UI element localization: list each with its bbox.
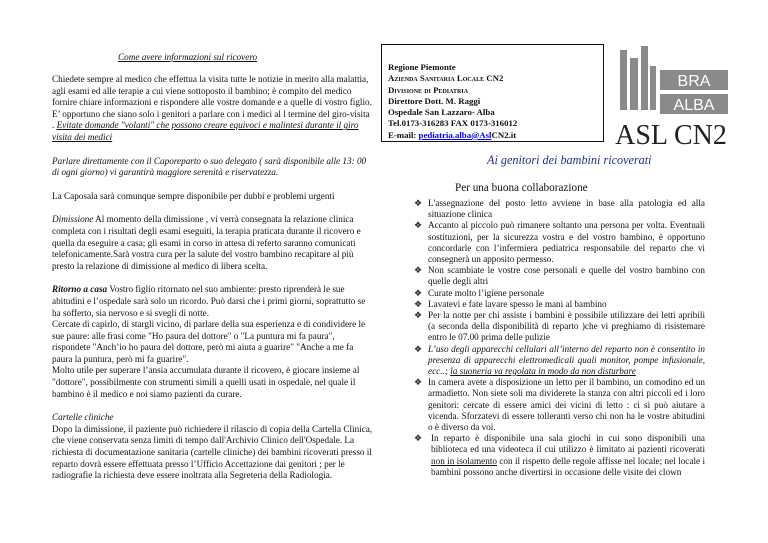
ritorno-paragraph: Ritorno a casa Vostro figlio ritornato nel suo ambiente: presto riprenderà le sue abitudini e l’ospedale sarà solo un ricordo. Può darsi che i primi giorni, soprattutto se ha sofferto, sia nervoso e si svegli di notte. <box>52 284 366 318</box>
header-region: Regione Piemonte <box>388 62 456 72</box>
info-paragraph: Chiedete sempre al medico che effettua la visita tutte le notizie in merito alla malattia, agli esami ed alle terapie a cui viene sottoposto il bambino; è compito del medico fornire chiare informazioni e rispondere alle vostre domande e a quelle di vostro figlio. E’ opportuno che siano solo i genitori a parlare con i medici al l termine del giro-visita . Evitate domande "volanti" che possono creare equivoci e malintesi durante il giro visita dei medici <box>52 74 372 142</box>
ritorno-paragraph-2: Cercate di capirlo, di stargli vicino, di parlare della sua esperienza e di condividere le sue paure: alle frasi come "Ho paura del dottore" o "La puntura mi fa paura", rispondete "Anch’io ho paura del dottore, però mi aiuta a guarire" "Anche a me fa paura la puntura, però mi fa guarire". <box>52 319 366 364</box>
letterhead-box <box>381 44 604 142</box>
caporeparto-paragraph: Parlare direttamente con il Caporeparto o suo delegato ( sarà disponibile alle 13: 00 di ogni giorno) vi garantirà maggiore serenità e riservatezza. <box>52 155 367 178</box>
diamond-bullet-icon: ❖ <box>414 377 423 388</box>
header-hospital: Ospedale San Lazzaro- Alba <box>388 107 495 118</box>
email-link[interactable]: pediatria.alba@Asl <box>418 129 492 140</box>
list-item: ❖ In reparto è disponibile una sala giochi in cui sono disponibili una biblioteca ed una videoteca il cui utilizzo è limitato ai pazienti ricoverati non in isolamento con il rispetto delle regole affisse nel locale; nel locale i bambini possono anche divertirsi in occasione delle visite dei clown <box>414 433 705 477</box>
logo-asl: ASL CN2 <box>615 120 727 151</box>
page-title: Ai genitori dei bambini ricoverati <box>487 153 652 167</box>
list-item: ❖ Curate molto l’igiene personale <box>414 287 545 298</box>
list-item: ❖ Accanto al piccolo può rimanere soltanto una persona per volta. Eventuali sostituzioni, per la sicurezza vostra e del vostro bambino, è opportuno concordarle con l’infermiera pediatrica responsabile del reparto che vi consegnerà un apposito permesso. <box>414 220 705 265</box>
header-division: Divisione di Pediatria <box>388 84 469 95</box>
list-item: ❖ L’uso degli apparecchi cellulari all’interno del reparto non è consentito in presenza di apparecchi elettromedicali quali monitor, pompe infusionale, ecc..; la suoneria va regolata in modo da non disturbare <box>414 343 705 377</box>
diamond-bullet-icon: ❖ <box>414 298 423 309</box>
warning-text: Evitate domande "volanti" che possono creare equivoci e malintesi durante il giro visita dei medici <box>52 120 359 142</box>
caposala-paragraph: La Caposala sarà comunque sempre disponibile per dubbi e problemi urgenti <box>52 190 335 201</box>
list-item: ❖ Per la notte per chi assiste i bambini è possibile utilizzare dei letti apribili (a seconda della disponibilità di reparto )che vi preghiamo di risistemare entro le 07.00 prima delle pulizie <box>414 310 705 343</box>
left-column <box>52 74 374 482</box>
diamond-bullet-icon: ❖ <box>414 198 423 208</box>
dimissione-heading: Dimissione <box>52 214 94 225</box>
asl-cn2-logo <box>612 44 730 154</box>
page-subtitle: Per una buona collaborazione <box>455 182 588 194</box>
diamond-bullet-icon: ❖ <box>414 265 423 276</box>
ritorno-heading: Ritorno a casa <box>52 284 108 295</box>
dimissione-paragraph: Dimissione Al momento della dimissione , vi verrà consegnata la relazione clinica completa con i risultati degli esami eseguiti, la terapia praticata durante il ricovero e quella da eseguire a casa; gli esami in corso in attesa di referto saranno comunicati telefonicamente.Sarà vostra cura per la salute del vostro bambino recapitare al più presto la relazione di dimissione al medico di libera scelta. <box>52 214 361 271</box>
diamond-bullet-icon: ❖ <box>414 287 423 298</box>
logo-bra: BRA <box>677 73 711 90</box>
list-item: ❖ Non scambiate le vostre cose personali e quelle del vostro bambino con quelle degli altri <box>414 265 705 287</box>
header-asl: Azienda Sanitaria Locale CN2 <box>388 73 504 84</box>
cartelle-paragraph: Dopo la dimissione, il paziente può richiedere il rilascio di copia della Cartella Clinica, che viene conservata senza limiti di tempo dall'Archivio Clinico dell'Ospedale. La richiesta di documentazione sanitaria (cartelle cliniche) dei bambini ricoverati presso il reparto dovrà essere effettuata presso l’Ufficio Accettazione dai genitori ; per le radiografie la richiesta deve essere inoltrata alla Segreteria della Radiologia. <box>52 423 373 481</box>
list-item: ❖ In camera avete a disposizione un letto per il bambino, un comodino ed un armadietto. Non siete soli ma dividerete la stanza con altri piccoli ed i loro genitori: cercate di essere amici dei vicini di letto : ci si può aiutare a vicenda. Sforzatevi di essere tolleranti verso chi non ha le vostre abitudini o è diverso da voi. <box>414 377 705 433</box>
header-email: E-mail: pediatria.alba@AslCN2.it <box>388 129 517 140</box>
section-heading-info: Come avere informazioni sul ricovero <box>118 52 258 62</box>
rules-list <box>415 198 705 478</box>
list-item: ❖ Lavatevi e fate lavare spesso le mani al bambino <box>414 298 607 309</box>
cartelle-heading: Cartelle cliniche <box>52 412 114 423</box>
list-item: ❖ L'assegnazione del posto letto avviene in base alla patologia ed alla situazione clinica <box>414 198 705 220</box>
diamond-bullet-icon: ❖ <box>414 310 423 321</box>
header-director: Direttore Dott. M. Raggi <box>388 95 481 106</box>
logo-graphic <box>612 44 730 154</box>
diamond-bullet-icon: ❖ <box>414 220 423 231</box>
diamond-bullet-icon: ❖ <box>414 343 423 354</box>
header-phone: Tel.0173-316283 FAX 0173-316012 <box>388 118 518 129</box>
diamond-bullet-icon: ❖ <box>414 433 423 444</box>
logo-alba: ALBA <box>673 97 715 114</box>
ritorno-paragraph-3: Molto utile per superare l’ansia accumulata durante il ricovero, è giocare insieme al "dottore", possibilmente con strumenti simili a quelli usati in ospedale, nel quale il bambino è il medico e noi siamo pazienti da curare. <box>52 365 360 399</box>
